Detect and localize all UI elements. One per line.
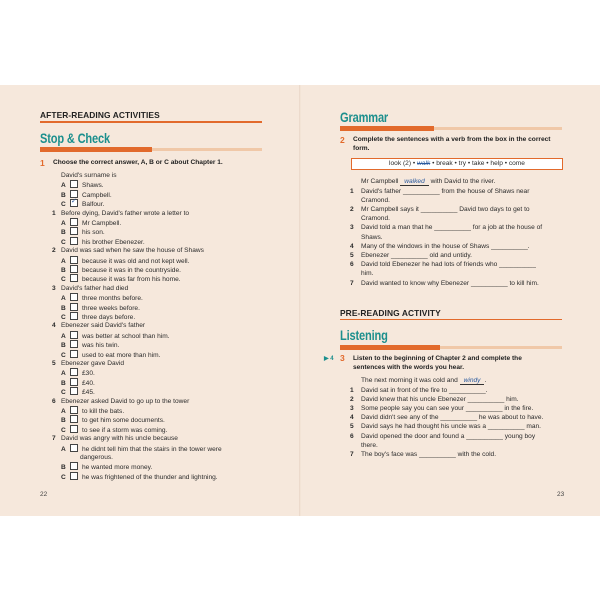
example-answer: windy xyxy=(460,377,485,385)
item-number: 1 xyxy=(350,386,354,394)
example-pre: The next morning it was cold and xyxy=(361,377,458,384)
option-letter: A xyxy=(61,408,66,415)
option-text: £40. xyxy=(82,379,95,387)
item-number: 6 xyxy=(350,432,354,440)
option-text: Mr Campbell. xyxy=(82,220,122,227)
checkbox[interactable] xyxy=(70,406,78,414)
checkbox[interactable] xyxy=(70,387,78,395)
checkbox[interactable] xyxy=(70,331,78,339)
item-text: David told Ebenezer he had lots of friends who __________ xyxy=(361,261,536,269)
option-letter: C xyxy=(61,473,66,481)
checkbox[interactable] xyxy=(70,256,78,264)
checked-checkbox[interactable] xyxy=(70,199,78,207)
item-text: Shaws. xyxy=(361,233,383,241)
checkbox[interactable] xyxy=(70,368,78,376)
item-text: David's father __________ from the house of Shaws near xyxy=(361,187,530,195)
page-number-right: 23 xyxy=(557,491,565,498)
section-title-pre-reading: PRE-READING ACTIVITY xyxy=(340,308,441,318)
example-post: . xyxy=(484,377,487,384)
option-letter: B xyxy=(61,464,66,472)
option-text: £30. xyxy=(82,370,95,378)
question-text: David's surname is xyxy=(61,172,117,179)
item-text: David sat in front of the fire to __________. xyxy=(361,386,488,394)
option-letter: B xyxy=(61,417,66,425)
option-text: used to eat more than him. xyxy=(82,351,161,359)
question-text: David's father had died xyxy=(61,284,129,292)
checkbox[interactable] xyxy=(70,472,78,480)
item-text: Cramond. xyxy=(361,196,390,204)
option-text: Campbell. xyxy=(82,191,112,199)
item-text: David told a man that he __________ for a job at the house of xyxy=(361,224,543,232)
option-text: he wanted more money. xyxy=(82,464,153,472)
checkbox[interactable] xyxy=(70,462,78,470)
question-text: Ebenezer asked David to go up to the tower xyxy=(61,397,190,405)
option-letter: A xyxy=(61,445,66,453)
item-number: 6 xyxy=(350,261,354,269)
word-box-struck: walk xyxy=(417,160,431,167)
checkbox[interactable] xyxy=(70,180,78,188)
left-page xyxy=(0,85,300,516)
checkbox[interactable] xyxy=(70,312,78,320)
item-number: 2 xyxy=(350,205,354,213)
section-rule xyxy=(340,319,562,320)
option-text: he was frightened of the thunder and lightning. xyxy=(82,473,218,481)
item-text: there. xyxy=(361,441,378,449)
question-text: Ebenezer said David's father xyxy=(61,322,146,330)
option-text-continued: dangerous. xyxy=(80,454,113,461)
exercise-instruction-line2: sentences with the words you hear. xyxy=(353,364,465,371)
exercise-number: 2 xyxy=(340,135,345,145)
heading-bar xyxy=(340,345,562,350)
heading-bar xyxy=(40,147,262,152)
option-text: to see if a storm was coming. xyxy=(82,426,168,434)
question-number: 2 xyxy=(52,247,56,255)
section-rule xyxy=(40,121,262,123)
item-number: 3 xyxy=(350,224,354,232)
option-text: three months before. xyxy=(82,295,143,303)
exercise-instruction-line1: Listen to the beginning of Chapter 2 and complete the xyxy=(353,355,522,362)
checkbox[interactable] xyxy=(70,293,78,301)
word-box-prefix: look (2) • xyxy=(389,160,416,167)
item-text: The boy's face was __________ with the cold. xyxy=(361,450,497,458)
word-box-suffix: • break • try • take • help • come xyxy=(432,160,525,167)
heading-stop-check: Stop & Check xyxy=(40,131,111,146)
option-text: his son. xyxy=(82,229,105,237)
word-box xyxy=(351,158,563,170)
question-number: 6 xyxy=(52,397,56,405)
item-text: Cramond. xyxy=(361,215,390,223)
question-text: Before dying, David's father wrote a letter to xyxy=(61,209,190,217)
option-letter: A xyxy=(61,220,66,227)
audio-track-icon[interactable]: ▶ 4 xyxy=(324,356,334,362)
item-text: Many of the windows in the house of Shaws __________. xyxy=(361,242,530,250)
example-answer: walked xyxy=(400,178,429,186)
item-text: Some people say you can see your __________ in the fire. xyxy=(361,404,534,412)
option-letter: C xyxy=(61,426,66,434)
item-text: him. xyxy=(361,270,374,278)
question-number: 4 xyxy=(52,322,56,330)
option-text: his brother Ebenezer. xyxy=(82,238,145,246)
checkbox[interactable] xyxy=(70,237,78,245)
option-text: was his twin. xyxy=(82,342,120,350)
option-text: three days before. xyxy=(82,314,136,321)
item-number: 3 xyxy=(350,404,354,412)
option-letter: A xyxy=(61,332,66,340)
option-letter: C xyxy=(61,276,66,284)
item-text: David says he had thought his uncle was a __________ man. xyxy=(361,423,541,431)
exercise-instruction: Choose the correct answer, A, B or C about Chapter 1. xyxy=(53,159,223,166)
option-letter: C xyxy=(61,351,66,359)
item-text: David opened the door and found a __________ young boy xyxy=(361,432,536,440)
heading-bar xyxy=(340,126,562,131)
option-letter: C xyxy=(61,314,66,321)
question-number: 3 xyxy=(52,284,56,292)
item-number: 4 xyxy=(350,242,354,250)
checkbox[interactable] xyxy=(70,303,78,311)
option-letter: A xyxy=(61,295,66,303)
item-text: David didn't see any of the __________ he was about to have. xyxy=(361,414,544,422)
question-text: David was sad when he saw the house of Shaws xyxy=(61,247,204,255)
item-number: 4 xyxy=(350,414,354,422)
item-number: 5 xyxy=(350,251,354,259)
option-letter: B xyxy=(61,267,66,274)
checkbox[interactable] xyxy=(70,340,78,348)
book-spread xyxy=(0,85,600,516)
option-text: Shaws. xyxy=(82,182,104,190)
page-number-left: 22 xyxy=(40,491,48,498)
item-number: 7 xyxy=(350,450,354,458)
option-letter: B xyxy=(61,379,66,387)
checkbox[interactable] xyxy=(70,378,78,386)
option-text: because it was in the countryside. xyxy=(82,267,181,274)
checkbox[interactable] xyxy=(70,274,78,282)
example-pre: Mr Campbell xyxy=(361,178,399,185)
right-page xyxy=(300,85,600,516)
option-text: three weeks before. xyxy=(82,304,140,312)
checkbox[interactable] xyxy=(70,218,78,226)
heading-grammar: Grammar xyxy=(340,110,389,125)
option-letter: A xyxy=(61,257,66,265)
option-letter: A xyxy=(61,182,66,190)
question-number: 7 xyxy=(52,435,56,443)
exercise-number: 3 xyxy=(340,353,345,363)
option-text: was better at school than him. xyxy=(82,332,170,340)
heading-listening: Listening xyxy=(340,328,388,343)
checkbox[interactable] xyxy=(70,227,78,235)
option-text: because it was far from his home. xyxy=(82,276,181,284)
item-text: Mr Campbell says it __________ David two days to get to xyxy=(361,205,530,213)
question-number: 1 xyxy=(52,209,56,217)
checkbox[interactable] xyxy=(70,350,78,358)
option-letter: B xyxy=(61,342,66,350)
answer-option[interactable] xyxy=(61,472,218,482)
option-letter: B xyxy=(61,191,66,199)
question-text: Ebenezer gave David xyxy=(61,360,125,367)
option-letter: A xyxy=(61,370,66,378)
checkbox[interactable] xyxy=(70,415,78,423)
option-letter: B xyxy=(61,304,66,312)
exercise-instruction-line1: Complete the sentences with a verb from the box in the correct xyxy=(353,136,551,143)
option-text: £45. xyxy=(82,389,95,397)
checkbox[interactable] xyxy=(70,425,78,433)
example-post: with David to the river. xyxy=(430,178,496,185)
item-number: 2 xyxy=(350,395,354,403)
item-text: David knew that his uncle Ebenezer __________ him. xyxy=(361,395,519,403)
example-sentence xyxy=(361,177,495,186)
option-text: to kill the bats. xyxy=(82,408,125,415)
example-sentence xyxy=(361,376,486,385)
item-text: Ebenezer __________ old and untidy. xyxy=(361,251,472,259)
option-letter: B xyxy=(61,229,66,237)
checkbox[interactable] xyxy=(70,265,78,273)
item-number: 1 xyxy=(350,187,354,195)
section-title-after-reading: AFTER-READING ACTIVITIES xyxy=(40,110,160,120)
option-text: Balfour. xyxy=(82,201,105,209)
question-text: David was angry with his uncle because xyxy=(61,435,178,443)
question-number: 5 xyxy=(52,360,56,367)
exercise-instruction-line2: form. xyxy=(353,145,370,152)
item-number: 7 xyxy=(350,279,354,287)
checkbox[interactable] xyxy=(70,444,78,452)
option-letter: C xyxy=(61,201,66,209)
exercise-number: 1 xyxy=(40,158,45,168)
option-text: because it was old and not kept well. xyxy=(82,257,190,265)
option-letter: C xyxy=(61,238,66,246)
item-text: David wanted to know why Ebenezer __________ to kill him. xyxy=(361,279,539,287)
option-text: to get him some documents. xyxy=(82,417,165,425)
option-letter: C xyxy=(61,389,66,397)
option-text: he didnt tell him that the stairs in the tower were xyxy=(82,445,222,453)
item-number: 5 xyxy=(350,423,354,431)
